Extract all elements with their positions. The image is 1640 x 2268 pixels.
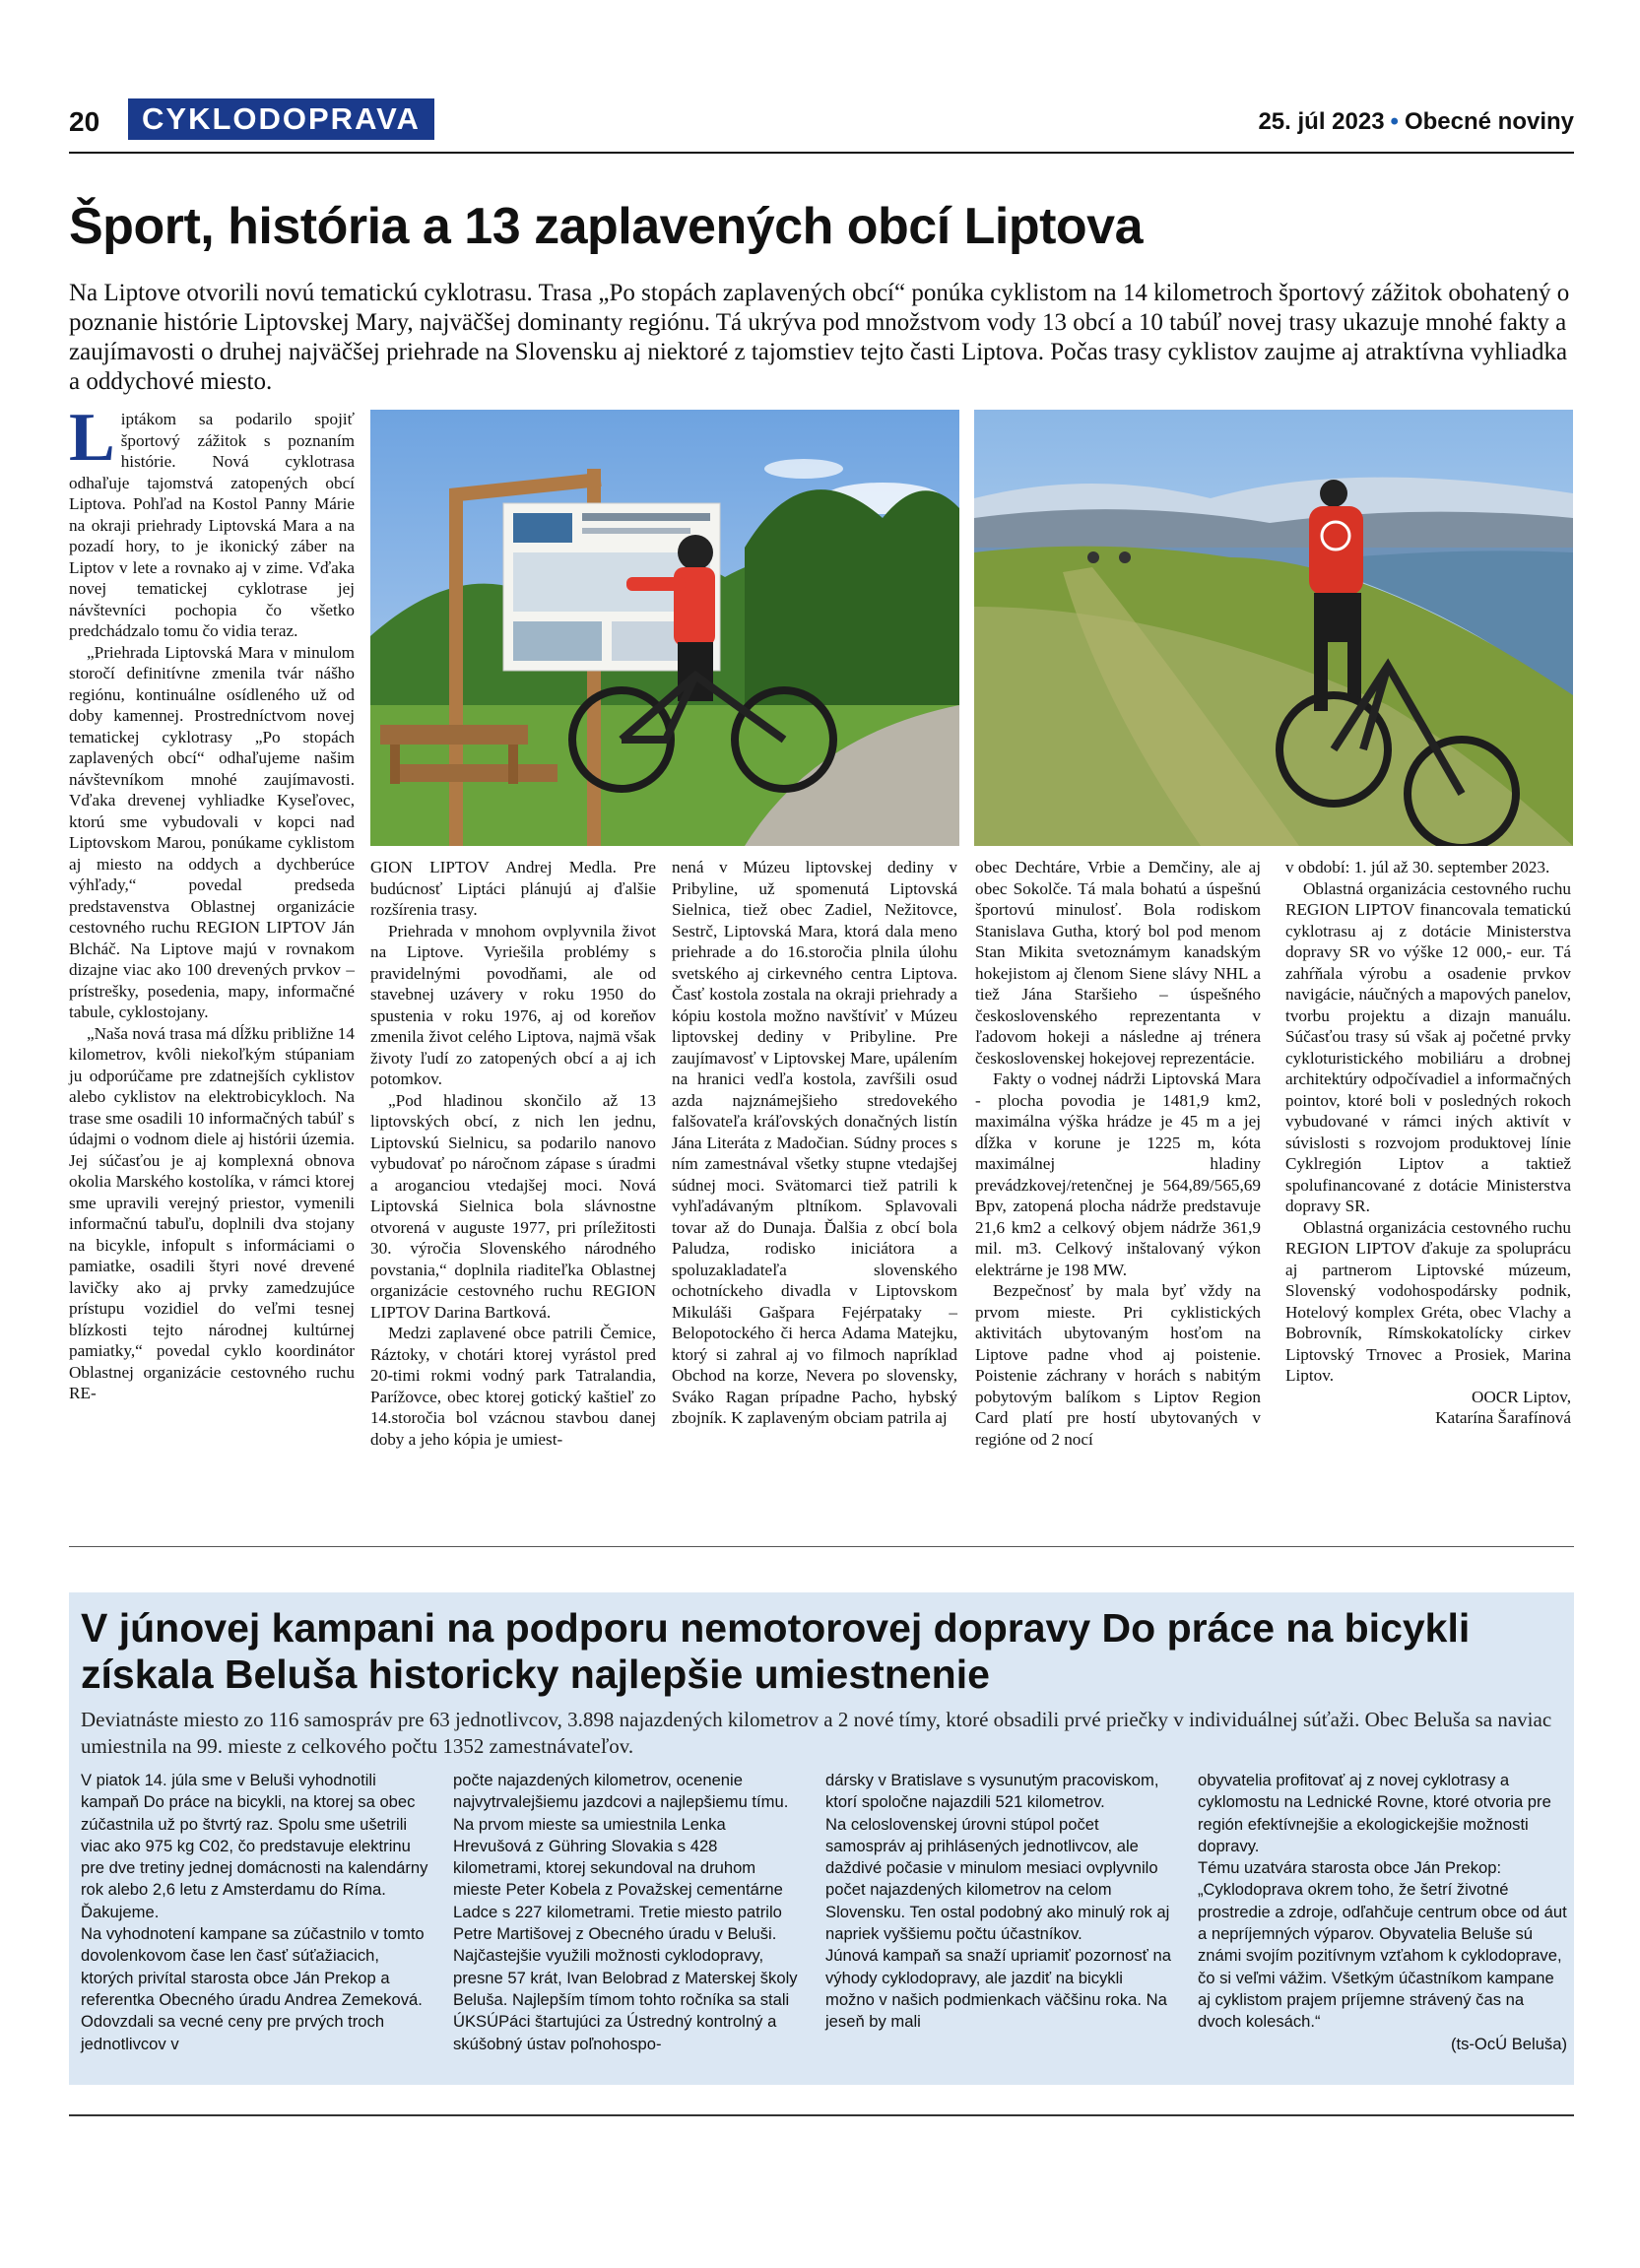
- paragraph: Bezpečnosť by mala byť vždy na prvom mieste. Pri cyklistických aktivitách ubytovaným hosťom na Liptove padne vhod aj poistenie. Poistenie záchrany v horách s nabitým pobytovým balíkom s Liptov Region Card platí pre hostí ubytovaných v regióne od 2 nocí: [975, 1281, 1261, 1449]
- header-rule: [69, 152, 1574, 154]
- paragraph: obyvatelia profitovať aj z novej cyklotrasy a cyklomostu na Lednické Rovne, ktoré otvoria pre región efektívnejšie a ekologickejšie možnosti dopravy. Tému uzatvára starosta obce Ján Prekop: „Cyklodoprava okrem toho, že šetrí životné prostredie a zdroje, odľahčuje centrum obce od áut a nepríjemných výparov. Obyvatelia Beluše sú známi svojím pozitívnym vzťahom k cyklodoprave, čo si veľmi vážim. Všetkým účastníkom kampane aj cyklistom prajem príjemne strávený čas na dvoch kolesách.“: [1198, 1771, 1567, 2032]
- section-tag: CYKLODOPRAVA: [128, 98, 434, 140]
- article-column-4: [975, 857, 1261, 1450]
- author-signature: (ts-OcÚ Beluša): [1450, 2034, 1567, 2053]
- article-column-1: [69, 400, 355, 1404]
- paragraph: Fakty o vodnej nádrži Liptovská Mara - plocha povodia je 1481,9 km2, maximálna výška hrádze je 45 m a jej dĺžka v korune je 1225 m, kóta maximálnej hladiny prevádzkovej/retenčnej je 564,89/565,69 Bpv, zatopená plocha nádrže predstavuje 21,6 km2 a celkový objem nádrže 361,9 mil. m3. Celkový inštalovaný výkon elektrárne je 198 MW.: [975, 1069, 1261, 1279]
- article-column-2: [370, 857, 656, 1450]
- paragraph: GION LIPTOV Andrej Medla. Pre budúcnosť Liptáci plánujú aj ďalšie rozšírenia trasy.: [370, 858, 656, 919]
- article-lead-2: Deviatnáste miesto zo 116 samospráv pre 63 jednotlivcov, 3.898 najazdených kilometrov a 2 nové tímy, ktoré obsadili prvé priečky v individuálnej súťaži. Obec Beluša sa naviac umiestnila na 99. mieste z celkového počtu 1352 zamestnávateľov.: [81, 1708, 1552, 1758]
- article-column-5: [1285, 857, 1571, 1429]
- bottom-rule: [69, 2114, 1574, 2116]
- photo-cyclist-dam: [974, 410, 1573, 846]
- photo-info-board-image: [370, 410, 959, 846]
- paragraph: v období: 1. júl až 30. september 2023.: [1285, 858, 1550, 876]
- page-header: [69, 98, 1574, 148]
- article2-column-2: počte najazdených kilometrov, ocenenie najvytrvalejšiemu jazdcovi a najlepšiemu tímu. Na prvom mieste sa umiestnila Lenka Hrevušová z Gühring Slovakia s 428 kilometrami, ktorej sekundoval na druhom mieste Peter Kobela z Považskej cementárne Ladce s 227 kilometrami. Tretie miesto patrilo Petre Martišovej z Obecného úradu v Beluši. Najčastejšie využili možnosti cyklodopravy, presne 57 krát, Ivan Belobrad z Materskej školy Beluša. Najlepším tímom tohto ročníka sa stali ÚKSÚPáci štartujúci za Ústredný kontrolný a skúšobný ústav poľnohospo-: [453, 1771, 798, 2053]
- article-headline-2: V júnovej kampani na podporu nemotorovej dopravy Do práce na bicykli získala Beluša historicky najlepšie umiestnenie: [81, 1605, 1471, 1697]
- paragraph: obec Dechtáre, Vrbie a Demčiny, ale aj obec Sokolče. Tá mala bohatú a úspešnú športovú minulosť. Bola rodiskom Stanislava Gutha, ktorý bol pod menom Stan Mikita svetoznámym kanadským hokejistom aj členom Siene slávy NHL a tiež Jána Staršieho – úspešného československého reprezentanta v ľadovom hokeji a následne aj trénera československej hokejovej reprezentácie.: [975, 858, 1261, 1068]
- separator-dot: •: [1390, 108, 1399, 135]
- issue-date: 25. júl 2023: [1258, 108, 1385, 135]
- divider: [69, 1546, 1574, 1547]
- photo-cyclist-dam-image: [974, 410, 1573, 846]
- page-number: 20: [69, 106, 100, 137]
- paragraph: Liptákom sa podarilo spojiť športový zážitok s poznaním histórie. Nová cyklotrasa odhaľuje tajomstvá zatopených obcí Liptova. Pohľad na Kostol Panny Márie na okraji priehrady Liptovská Mara a na pozadí hory, to je ikonický záber na Liptov v lete a rovnako aj v zime. Vďaka novej tematickej cyklotrase jej návštevníci pochopia čo všetko predchádzalo tomu čo vidia teraz.: [69, 400, 355, 640]
- issue-info: [1258, 108, 1574, 136]
- article-lead: Na Liptove otvorili novú tematickú cyklotrasu. Trasa „Po stopách zaplavených obcí“ ponúka cyklistom na 14 kilometroch športový zážitok obohatený o poznanie histórie Liptovskej Mary, najväčšej dominanty regiónu. Tá ukrýva pod množstvom vody 13 obcí a 10 tabúľ novej trasy ukazuje mnohé fakty a zaujímavosti o druhej najväčšej priehrade na Slovensku aj niektoré z tajomstiev tejto časti Liptova. Počas trasy cyklistov zaujme aj atraktívna vyhliadka a oddychové miesto.: [69, 280, 1570, 395]
- article2-column-4: [1198, 1770, 1567, 2055]
- paragraph: Oblastná organizácia cestovného ruchu REGION LIPTOV financovala tematickú cyklotrasu aj z dotácie Ministerstva dopravy SR vo výške 12 000,- eur. Tá zahŕňala výrobu a osadenie prvkov navigácie, náučných a mapových panelov, tvorbu projektu a dizajn manuálu. Súčasťou trasy sú však aj početné prvky cykloturistického mobiliáru a drobnej architektúry odpočívadiel a informačných pointov, ktoré boli v posledných rokoch vybudované v rámci iných aktivít v súvislosti s rozvojom produktovej línie Cyklregión Liptov a taktiež spolufinancované z dotácie Ministerstva dopravy SR.: [1285, 878, 1571, 1215]
- paragraph: „Naša nová trasa má dĺžku približne 14 kilometrov, kvôli niekoľkým stúpaniam ju odporúčame pre zdatnejších cyklistov alebo cyklistov na elektrobicykloch. Na trase sme osadili 10 informačných tabúľ s údajmi o vodnom diele aj histórii územia. Jej súčasťou je aj komplexná obnova okolia Marského kostolíka, v rámci ktorej sme upravili verejný priestor, vymenili informačnú tabuľu, doplnili dva stojany na bicykle, infopult s informáciami o pamiatke, osadili štyri nové drevené lavičky ako aj prvky zamedzujúce prístupu vozidiel do veľmi tesnej blízkosti tejto národnej kultúrnej pamiatky,“ povedal cyklo koordinátor Oblastnej organizácie cestovného ruchu RE-: [69, 1023, 355, 1402]
- paragraph: Medzi zaplavené obce patrili Čemice, Ráztoky, v chotári ktorej vyrástol pred 20-timi rokmi vodný park Tatralandia, Parížovce, obec ktorej gotický kaštieľ zo 14.storočia bol vzácnou stavbou danej doby a jeho kópia je umiest-: [370, 1324, 656, 1449]
- photo-info-board-cyclist: [370, 410, 959, 846]
- author-signature: Katarína Šarafínová: [1435, 1408, 1571, 1427]
- article2-column-3: dársky v Bratislave s vysunutým pracoviskom, ktorí spoločne najazdili 521 kilometrov. Na celoslovenskej úrovni stúpol počet samospráv aj prihlásených jednotlivcov, ale daždivé počasie v minulom mesiaci ovplyvnilo počet najazdených kilometrov na celom Slovensku. Ten ostal podobný ako minulý rok aj napriek vyššiemu počtu účastníkov. Júnová kampaň sa snaží upriamiť pozornosť na výhody cyklodopravy, ale jazdiť na bicykli možno v našich podmienkach väčšinu roka. Na jeseň by mali: [825, 1771, 1171, 2032]
- paragraph: nená v Múzeu liptovskej dediny v Pribyline, už spomenutá Liptovská Sielnica, tiež obec Zadiel, Nežitovce, Sestrč, Liptovská Mara, ktorá dala meno priehrade a do 16.storočia plnila úlohu svetského aj cirkevného centra Liptova. Časť kostola zostala na okraji priehrady a kópiu kostola možno navštíviť v Múzeu liptovskej dediny v Pribyline. Pre zaujímavosť v Liptovskej Mare, upálením na hranici vedľa kostola, zavŕšili osud azda najznámejšieho stredovekého falšovateľa kráľovských donačných listín Jána Literáta z Madočian. Súdny proces s ním zamestnával všetky stupne vtedajšej súdnej moci. Svätomarci tiež patrili k vyhľadávaným pltníkom. Splavovali tovar až do Dunaja. Ďalšia z obcí bola Paludza, rodisko iniciátora a spoluzakladateľa slovenského ochotníckeho divadla v Liptovskom Mikuláši Gašpara Fejérpataky – Belopotockého či herca Adama Matejku, ktorý si zahral aj vo filmoch napríklad Obchod na korze, Nevera po slovensky, Sváko Ragan prípadne Pacho, hybský zbojník. K zaplaveným obciam patrila aj: [672, 858, 957, 1427]
- paragraph: „Priehrada Liptovská Mara v minulom storočí definitívne zmenila tvár nášho regiónu, kontinuálne osídleného už od doby kamennej. Prostredníctvom novej tematickej cyklotrasy „Po stopách zaplavených obcí“ odhaľujeme našim návštevníkom mnohé zaujímavosti. Vďaka drevenej vyhliadke Kyseľovec, ktorú sme vybudovali v kopci nad Liptovskom Marou, ponúkame cyklistom aj miesto na oddych a dychberúce výhľady,“ povedal predseda predstavenstva Oblastnej organizácie cestovného ruchu REGION LIPTOV Ján Blcháč. Na Liptove majú v rovnakom dizajne viac ako 100 drevených prvkov – prístrešky, posedenia, mapy, informačné tabule, cyklostojany.: [69, 642, 355, 1021]
- paragraph: „Pod hladinou skončilo až 13 liptovských obcí, z nich len jednu, Liptovskú Sielnicu, sa podarilo nanovo vybudovať po náročnom zápase s úradmi a aroganciou vtedajšej moci. Nová Liptovská Sielnica bola slávnostne otvorená v auguste 1977, pri príležitosti 30. výročia Slovenského národného povstania,“ doplnila riaditeľka Oblastnej organizácie cestovného ruchu REGION LIPTOV Darina Bartková.: [370, 1090, 656, 1322]
- article-column-3: [672, 857, 957, 1429]
- article2-column-1: V piatok 14. júla sme v Beluši vyhodnotili kampaň Do práce na bicykli, na ktorej sa obec zúčastnila už po štvrtý raz. Spolu sme ušetrili viac ako 975 kg C02, čo predstavuje elektrinu pre dve tretiny jednej domácnosti na kalendárny rok alebo 2,6 letu z Amsterdamu do Ríma. Ďakujeme. Na vyhodnotení kampane sa zúčastnilo v tomto dovolenkovom čase len časť súťažiacich, ktorých privítal starosta obce Ján Prekop a referentka Obecného úradu Andrea Zemeková. Odovzdali sa vecné ceny pre prvých troch jednotlivcov v: [81, 1771, 428, 2053]
- publication-name: Obecné noviny: [1404, 108, 1574, 135]
- paragraph: Oblastná organizácia cestovného ruchu REGION LIPTOV ďakuje za spoluprácu aj partnerom Liptovské múzeum, Slovenský vodohospodársky podnik, Hotelový komplex Gréta, obec Vlachy a Bobrovník, Rímskokatolícky cirkev Liptovský Trnovec a Prosiek, Marina Liptov.: [1285, 1217, 1571, 1385]
- drop-cap: L: [69, 400, 115, 476]
- author-signature: OOCR Liptov,: [1471, 1387, 1571, 1406]
- paragraph: Priehrada v mnohom ovplyvnila život na Liptove. Vyriešila problémy s pravidelnými povodňami, ale od stavebnej uzávery v roku 1950 do spustenia v roku 1976, aj od koreňov zmenila život celého Liptova, najmä však životy ľudí zo zatopených obcí a aj ich potomkov.: [370, 921, 656, 1088]
- article-headline: Šport, história a 13 zaplavených obcí Liptova: [69, 198, 1144, 255]
